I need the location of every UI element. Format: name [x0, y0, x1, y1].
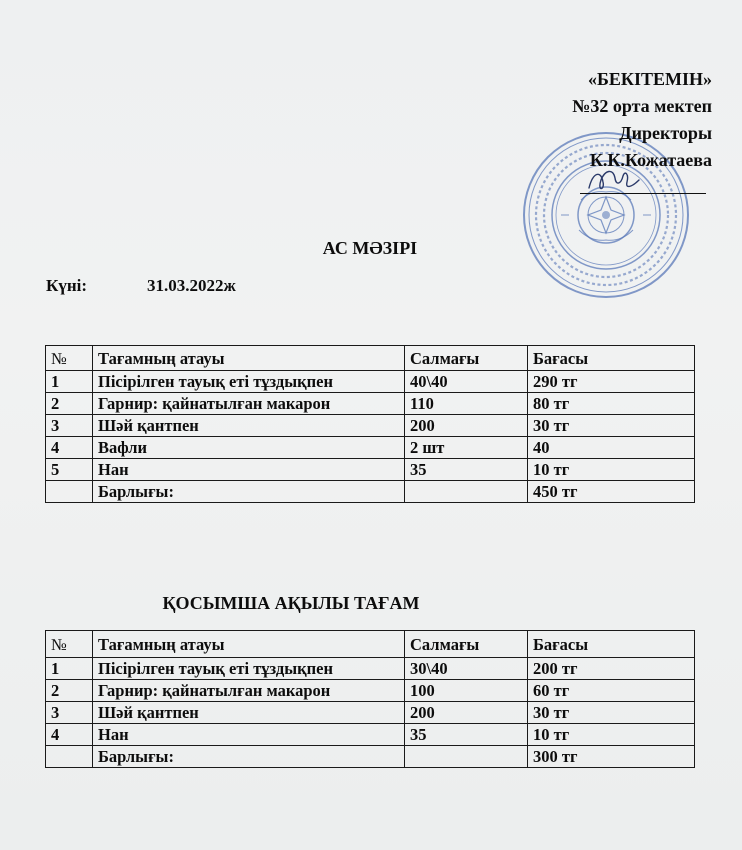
table-total-row	[46, 481, 695, 503]
row-no: 2	[46, 680, 93, 702]
header-no: №	[46, 631, 93, 658]
table-row	[46, 371, 695, 393]
total-label: Барлығы:	[93, 746, 405, 768]
row-weight: 35	[405, 724, 528, 746]
row-weight: 100	[405, 680, 528, 702]
total-value: 450 тг	[528, 481, 695, 503]
date-label: Күні:	[46, 276, 88, 295]
row-price: 60 тг	[528, 680, 695, 702]
approval-heading: «БЕКІТЕМІН»	[588, 69, 712, 89]
row-weight: 200	[405, 702, 528, 724]
row-name: Шәй қантпен	[93, 415, 405, 437]
table-row	[46, 415, 695, 437]
row-no: 4	[46, 724, 93, 746]
row-name: Вафли	[93, 437, 405, 459]
table-header-row	[46, 631, 695, 658]
row-name: Гарнир: қайнатылған макарон	[93, 393, 405, 415]
director-name: К.К.Кожатаева	[589, 150, 712, 170]
row-price: 10 тг	[528, 459, 695, 481]
school-name: №32 орта мектеп	[572, 96, 712, 116]
header-weight: Салмағы	[405, 631, 528, 658]
total-label: Барлығы:	[93, 481, 405, 503]
row-no: 2	[46, 393, 93, 415]
row-weight: 30\40	[405, 658, 528, 680]
row-no: 1	[46, 658, 93, 680]
header-weight: Салмағы	[405, 346, 528, 371]
table-row	[46, 680, 695, 702]
header-name: Тағамның атауы	[93, 346, 405, 371]
director-title: Директоры	[619, 123, 712, 143]
menu-table	[45, 345, 695, 503]
row-price: 30 тг	[528, 415, 695, 437]
row-no: 3	[46, 415, 93, 437]
row-no: 1	[46, 371, 93, 393]
row-price: 30 тг	[528, 702, 695, 724]
row-name: Нан	[93, 459, 405, 481]
header-price: Бағасы	[528, 346, 695, 371]
approval-block	[572, 66, 712, 174]
header-no: №	[46, 346, 93, 371]
director-signature-icon	[583, 160, 643, 200]
table-row	[46, 724, 695, 746]
row-weight: 2 шт	[405, 437, 528, 459]
row-name: Шәй қантпен	[93, 702, 405, 724]
row-price: 290 тг	[528, 371, 695, 393]
table-row	[46, 393, 695, 415]
row-price: 80 тг	[528, 393, 695, 415]
row-weight: 110	[405, 393, 528, 415]
row-price: 40	[528, 437, 695, 459]
total-weight-empty	[405, 746, 528, 768]
date-value: 31.03.2022ж	[147, 276, 236, 295]
header-price: Бағасы	[528, 631, 695, 658]
row-weight: 40\40	[405, 371, 528, 393]
row-name: Нан	[93, 724, 405, 746]
extra-menu-table	[45, 630, 695, 768]
header-name: Тағамның атауы	[93, 631, 405, 658]
row-weight: 200	[405, 415, 528, 437]
table-header-row	[46, 346, 695, 371]
row-name: Пісірілген тауық еті тұздықпен	[93, 371, 405, 393]
total-weight-empty	[405, 481, 528, 503]
table-row	[46, 437, 695, 459]
table-total-row	[46, 746, 695, 768]
row-no: 5	[46, 459, 93, 481]
table-row	[46, 702, 695, 724]
row-no: 3	[46, 702, 93, 724]
row-weight: 35	[405, 459, 528, 481]
row-price: 200 тг	[528, 658, 695, 680]
table-row	[46, 658, 695, 680]
date-row	[46, 276, 236, 296]
row-price: 10 тг	[528, 724, 695, 746]
total-value: 300 тг	[528, 746, 695, 768]
extra-menu-title: ҚОСЫМША АҚЫЛЫ ТАҒАМ	[162, 593, 420, 613]
row-name: Пісірілген тауық еті тұздықпен	[93, 658, 405, 680]
table-row	[46, 459, 695, 481]
menu-title: АС МӘЗІРІ	[322, 238, 418, 258]
total-no-empty	[46, 746, 93, 768]
row-no: 4	[46, 437, 93, 459]
total-no-empty	[46, 481, 93, 503]
row-name: Гарнир: қайнатылған макарон	[93, 680, 405, 702]
